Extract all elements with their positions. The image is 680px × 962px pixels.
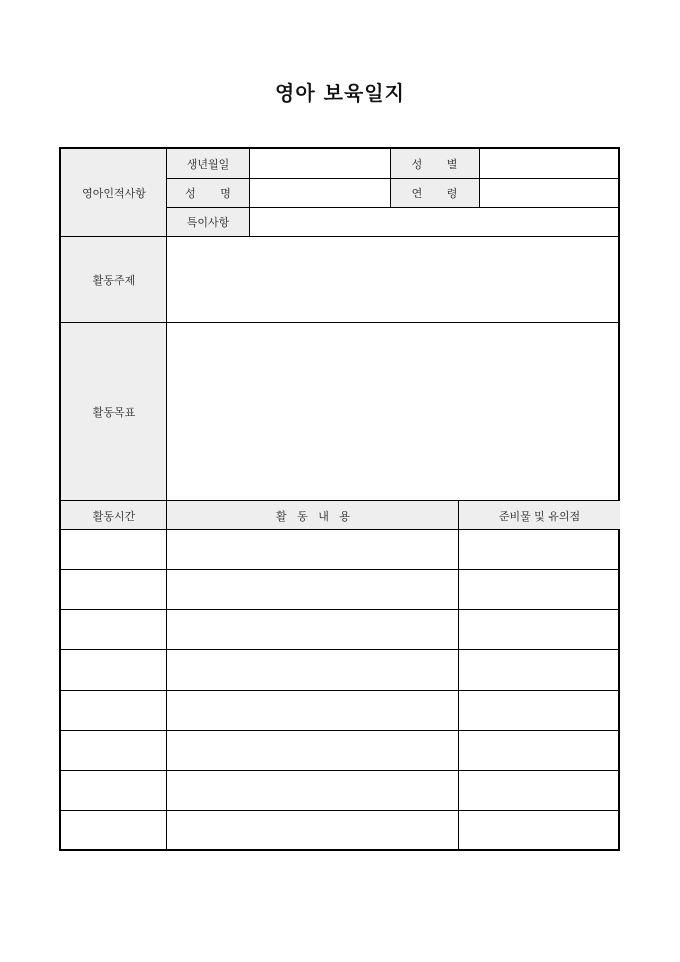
- row-prep-field[interactable]: [459, 731, 620, 771]
- row-prep-field[interactable]: [459, 771, 620, 811]
- age-field[interactable]: [479, 178, 620, 207]
- goal-field[interactable]: [167, 323, 620, 501]
- row-content-field[interactable]: [167, 610, 459, 650]
- notes-field[interactable]: [249, 207, 620, 237]
- row-prep-field[interactable]: [459, 530, 620, 570]
- page-title: 영아 보육일지: [275, 81, 405, 105]
- row-time-field[interactable]: [61, 811, 167, 851]
- row-time-field[interactable]: [61, 610, 167, 650]
- info-section-label: 영아인적사항: [61, 149, 167, 237]
- gender-field[interactable]: [479, 149, 620, 178]
- birth-field[interactable]: [249, 149, 390, 178]
- topic-label: 활동주제: [61, 237, 167, 323]
- row-time-field[interactable]: [61, 771, 167, 811]
- row-prep-field[interactable]: [459, 570, 620, 610]
- goal-label: 활동목표: [61, 323, 167, 501]
- row-prep-field[interactable]: [459, 811, 620, 851]
- row-content-field[interactable]: [167, 811, 459, 851]
- content-header: 활 동 내 용: [167, 501, 459, 530]
- row-content-field[interactable]: [167, 650, 459, 690]
- row-time-field[interactable]: [61, 691, 167, 731]
- row-time-field[interactable]: [61, 650, 167, 690]
- care-log-form: [59, 147, 620, 851]
- row-content-field[interactable]: [167, 691, 459, 731]
- row-time-field[interactable]: [61, 570, 167, 610]
- time-header: 활동시간: [61, 501, 167, 530]
- prep-header: 준비물 및 유의점: [459, 501, 620, 530]
- row-content-field[interactable]: [167, 570, 459, 610]
- topic-field[interactable]: [167, 237, 620, 323]
- row-prep-field[interactable]: [459, 691, 620, 731]
- row-content-field[interactable]: [167, 771, 459, 811]
- name-label: 성 명: [167, 178, 249, 207]
- row-prep-field[interactable]: [459, 610, 620, 650]
- row-prep-field[interactable]: [459, 650, 620, 690]
- row-time-field[interactable]: [61, 731, 167, 771]
- row-content-field[interactable]: [167, 530, 459, 570]
- gender-label: 성 별: [390, 149, 479, 178]
- name-field[interactable]: [249, 178, 390, 207]
- notes-label: 특이사항: [167, 207, 249, 237]
- birth-label: 생년월일: [167, 149, 249, 178]
- row-time-field[interactable]: [61, 530, 167, 570]
- age-label: 연 령: [390, 178, 479, 207]
- row-content-field[interactable]: [167, 731, 459, 771]
